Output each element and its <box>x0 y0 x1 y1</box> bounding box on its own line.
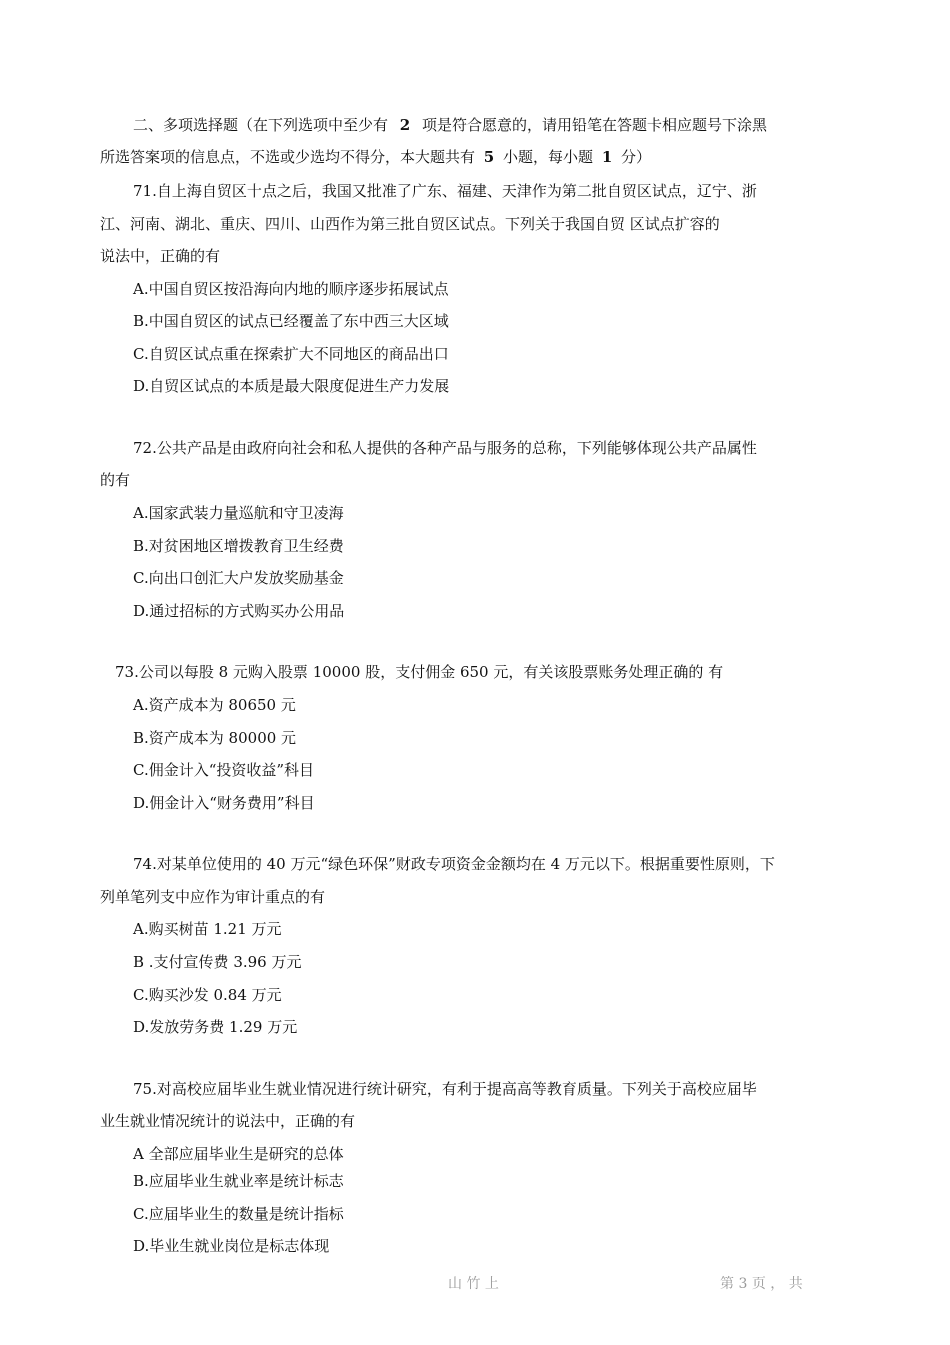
option-b: B.中国自贸区的试点已经覆盖了东中西三大区域 <box>133 312 449 330</box>
option-a: A.中国自贸区按沿海向内地的顺序逐步拓展试点 <box>133 280 449 298</box>
section-header-line-1: 二、多项选择题（在下列选项中至少有 2 项是符合愿意的，请用铅笔在答题卡相应题号下涂黑 <box>133 116 768 134</box>
question-stem-line: 73.公司以每股 8 元购入股票 10000 股，支付佣金 650 元，有关该股票账务处理正确的 有 <box>115 663 724 681</box>
question-stem-line: 71.自上海自贸区十点之后，我国又批准了广东、福建、天津作为第二批自贸区试点，辽宁、浙 <box>133 182 757 200</box>
question-count: 5 <box>483 148 495 166</box>
option-d: D.发放劳务费 1.29 万元 <box>133 1018 298 1036</box>
min-count: 2 <box>399 116 411 134</box>
option-c: C.佣金计入“投资收益”科目 <box>133 761 315 779</box>
option-b: B .支付宣传费 3.96 万元 <box>133 953 302 971</box>
section-header-line-2: 所选答案项的信息点，不选或少选均不得分，本大题共有 5 小题，每小题 1 分） <box>100 148 652 166</box>
question-stem-line: 72.公共产品是由政府向社会和私人提供的各种产品与服务的总称，下列能够体现公共产品属性 <box>133 439 757 457</box>
question-stem-line: 江、河南、湖北、重庆、四川、山西作为第三批自贸区试点。下列关于我国自贸 区试点扩容的 <box>100 215 720 233</box>
option-a: A.购买树苗 1.21 万元 <box>133 920 282 938</box>
question-stem-line: 说法中，正确的有 <box>100 247 221 265</box>
option-d: D.通过招标的方式购买办公用品 <box>133 602 345 620</box>
question-stem-line: 的有 <box>100 471 131 489</box>
score-per-question: 1 <box>601 148 613 166</box>
option-c: C.自贸区试点重在探索扩大不同地区的商品出口 <box>133 345 449 363</box>
question-stem-line: 74.对某单位使用的 40 万元“绿色环保”财政专项资金金额均在 4 万元以下。根据重要性原则，下 <box>133 855 775 873</box>
option-b: B.应届毕业生就业率是统计标志 <box>133 1172 344 1190</box>
option-c: C.向出口创汇大户发放奖励基金 <box>133 569 344 587</box>
option-d: D.毕业生就业岗位是标志体现 <box>133 1237 330 1255</box>
footer-left-text: 山 竹 上 <box>448 1276 499 1292</box>
option-a: A 全部应届毕业生是研究的总体 <box>133 1145 344 1163</box>
option-d: D.自贸区试点的本质是最大限度促进生产力发展 <box>133 377 450 395</box>
question-stem-line: 列单笔列支中应作为审计重点的有 <box>100 888 326 906</box>
option-c: C.购买沙发 0.84 万元 <box>133 986 282 1004</box>
option-a: A.国家武装力量巡航和守卫凌海 <box>133 504 344 522</box>
option-a: A.资产成本为 80650 元 <box>133 696 296 714</box>
page-number: 3 <box>738 1276 748 1292</box>
option-d: D.佣金计入“财务费用”科目 <box>133 794 315 812</box>
question-stem-line: 75.对高校应届毕业生就业情况进行统计研究，有利于提高高等教育质量。下列关于高校应届毕 <box>133 1080 757 1098</box>
option-b: B.对贫困地区增拨教育卫生经费 <box>133 537 344 555</box>
page-indicator: 第 3 页 ， 共 <box>720 1276 803 1292</box>
option-b: B.资产成本为 80000 元 <box>133 729 297 747</box>
option-c: C.应届毕业生的数量是统计指标 <box>133 1205 344 1223</box>
question-stem-line: 业生就业情况统计的说法中，正确的有 <box>100 1112 356 1130</box>
